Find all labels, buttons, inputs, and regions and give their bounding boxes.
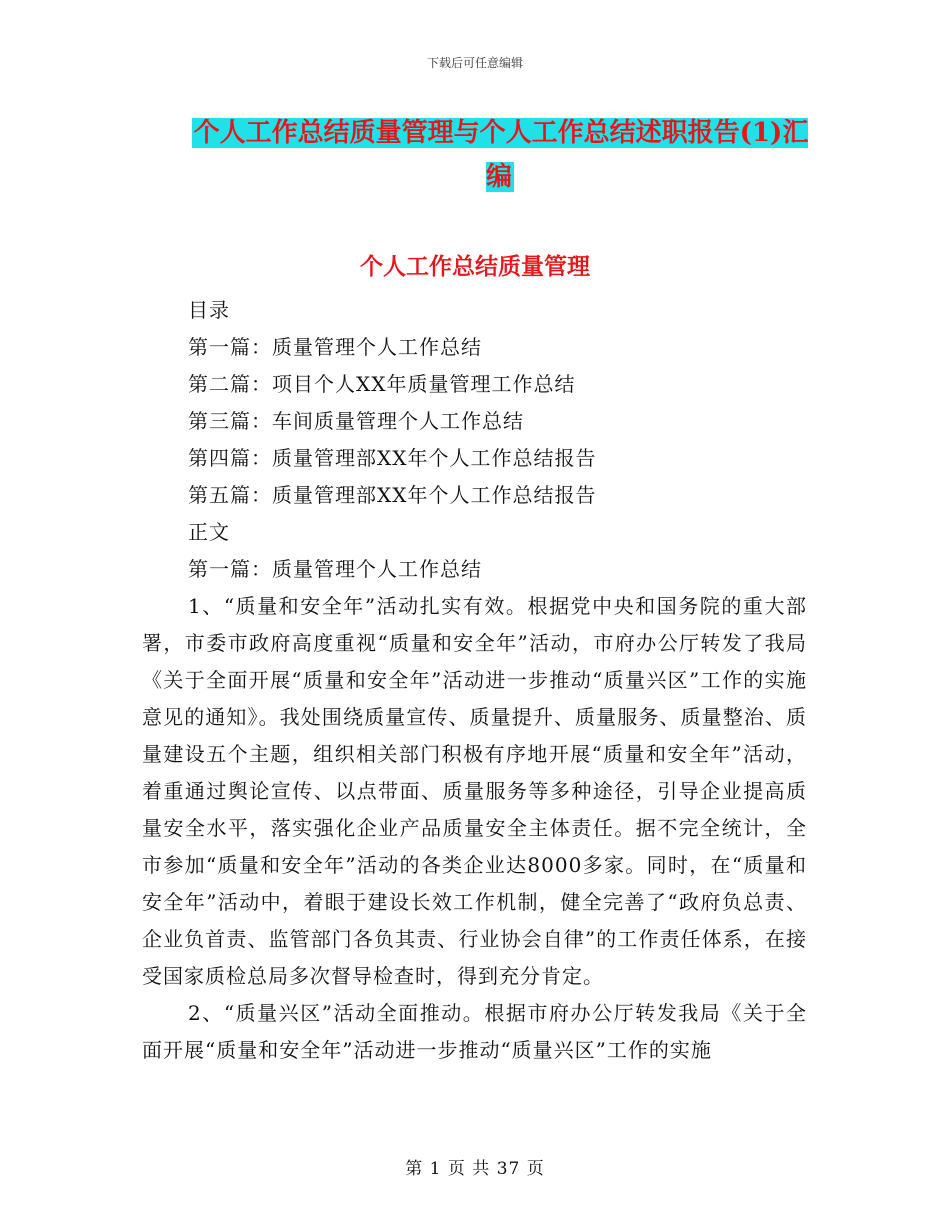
section-title: 个人工作总结质量管理: [360, 253, 590, 280]
paragraph: 1、“质量和安全年”活动扎实有效。根据党中央和国务院的重大部署，市委市政府高度重视“质量和安全年”活动，市府办公厅转发了我局《关于全面开展“质量和安全年”活动进一步推动“质量兴区”工作的实施意见的通知》。我处围绕质量宣传、质量提升、质量服务、质量整治、质量建设五个主题，组织相关部门积极有序地开展“质量和安全年”活动，着重通过舆论宣传、以点带面、质量服务等多种途径，引导企业提高质量安全水平，落实强化企业产品质量安全主体责任。据不完全统计，全市参加“质量和安全年”活动的各类企业达8000多家。同时，在“质量和安全年”活动中，着眼于建设长效工作机制，健全完善了“政府负总责、企业负首责、监管部门各负其责、行业协会自律”的工作责任体系，在接受国家质检总局多次督导检查时，得到充分肯定。: [142, 594, 807, 988]
main-title: [185, 111, 815, 199]
body-heading: 正文: [188, 520, 230, 544]
page-number-footer: 第 1 页 共 37 页: [405, 1159, 545, 1179]
toc-item: 第三篇：车间质量管理个人工作总结: [188, 409, 524, 433]
paragraph: 2、“质量兴区”活动全面推动。根据市府办公厅转发我局《关于全面开展“质量和安全年”活动进一步推动“质量兴区”工作的实施: [142, 1001, 807, 1062]
toc-item: 第五篇：质量管理部XX年个人工作总结报告: [188, 483, 597, 507]
chapter-heading: 第一篇：质量管理个人工作总结: [188, 557, 482, 581]
toc-heading: 目录: [188, 298, 230, 322]
toc-item: 第二篇：项目个人XX年质量管理工作总结: [188, 372, 576, 396]
toc-item: 第一篇：质量管理个人工作总结: [188, 335, 482, 359]
toc-item: 第四篇：质量管理部XX年个人工作总结报告: [188, 446, 597, 470]
main-title-text: 个人工作总结质量管理与个人工作总结述职报告(1)汇编: [193, 118, 809, 192]
body-text: [142, 588, 807, 1069]
table-of-contents: [188, 292, 596, 588]
header-note: 下载后可任意编辑: [426, 56, 523, 70]
